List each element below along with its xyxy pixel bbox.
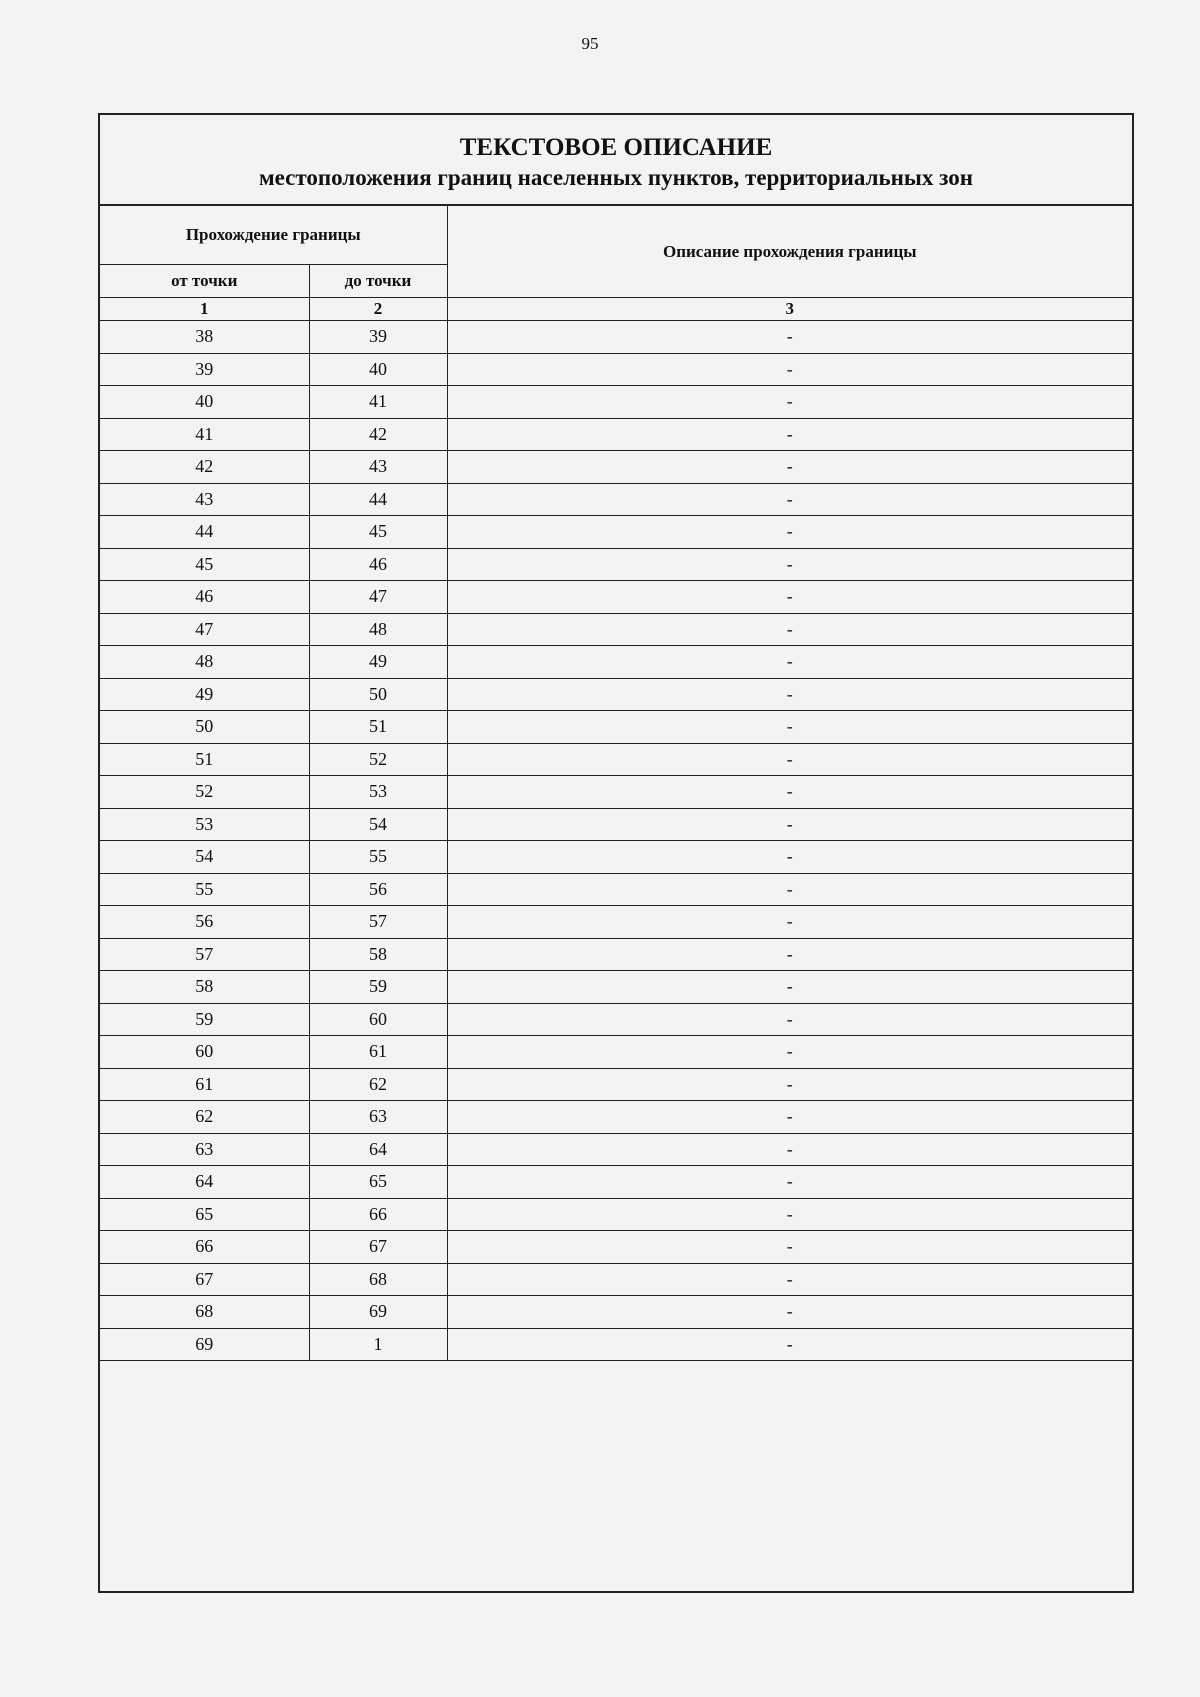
table-row (100, 1101, 1132, 1134)
cell-to-point: 67 (309, 1231, 447, 1264)
cell-description: - (447, 451, 1132, 484)
table-row (100, 711, 1132, 744)
cell-to-point: 48 (309, 613, 447, 646)
cell-description: - (447, 418, 1132, 451)
cell-to-point: 45 (309, 516, 447, 549)
cell-description: - (447, 1231, 1132, 1264)
column-number: 3 (447, 298, 1132, 321)
cell-description: - (447, 516, 1132, 549)
cell-description: - (447, 1101, 1132, 1134)
table-row (100, 321, 1132, 354)
table-row (100, 776, 1132, 809)
cell-to-point: 60 (309, 1003, 447, 1036)
cell-to-point: 50 (309, 678, 447, 711)
cell-to-point: 68 (309, 1263, 447, 1296)
cell-description: - (447, 386, 1132, 419)
cell-description: - (447, 1263, 1132, 1296)
cell-to-point: 57 (309, 906, 447, 939)
table-row (100, 1003, 1132, 1036)
cell-from-point: 51 (100, 743, 309, 776)
cell-from-point: 45 (100, 548, 309, 581)
table-row (100, 1263, 1132, 1296)
cell-from-point: 62 (100, 1101, 309, 1134)
page-number: 95 (581, 34, 599, 53)
cell-to-point: 51 (309, 711, 447, 744)
cell-from-point: 46 (100, 581, 309, 614)
title-block (100, 115, 1132, 205)
cell-to-point: 66 (309, 1198, 447, 1231)
cell-from-point: 48 (100, 646, 309, 679)
column-number: 1 (100, 298, 309, 321)
table-row (100, 548, 1132, 581)
cell-description: - (447, 873, 1132, 906)
cell-to-point: 54 (309, 808, 447, 841)
cell-from-point: 40 (100, 386, 309, 419)
cell-from-point: 66 (100, 1231, 309, 1264)
table-row (100, 581, 1132, 614)
cell-to-point: 62 (309, 1068, 447, 1101)
cell-from-point: 65 (100, 1198, 309, 1231)
header-boundary-passage: Прохождение границы (100, 206, 447, 265)
cell-description: - (447, 1166, 1132, 1199)
cell-to-point: 47 (309, 581, 447, 614)
cell-description: - (447, 1328, 1132, 1361)
cell-description: - (447, 938, 1132, 971)
cell-description: - (447, 1133, 1132, 1166)
table-row (100, 1036, 1132, 1069)
cell-description: - (447, 321, 1132, 354)
table-row (100, 483, 1132, 516)
cell-to-point: 1 (309, 1328, 447, 1361)
cell-from-point: 39 (100, 353, 309, 386)
cell-from-point: 64 (100, 1166, 309, 1199)
cell-from-point: 41 (100, 418, 309, 451)
cell-to-point: 41 (309, 386, 447, 419)
table-body (100, 321, 1132, 1361)
cell-to-point: 53 (309, 776, 447, 809)
table-row (100, 646, 1132, 679)
cell-to-point: 61 (309, 1036, 447, 1069)
cell-to-point: 39 (309, 321, 447, 354)
cell-to-point: 40 (309, 353, 447, 386)
table-row (100, 1133, 1132, 1166)
table-row (100, 353, 1132, 386)
table-row (100, 873, 1132, 906)
table-row (100, 971, 1132, 1004)
cell-description: - (447, 678, 1132, 711)
cell-description: - (447, 841, 1132, 874)
column-number: 2 (309, 298, 447, 321)
cell-description: - (447, 971, 1132, 1004)
table-row (100, 1231, 1132, 1264)
header-to-point: до точки (309, 265, 447, 298)
cell-from-point: 60 (100, 1036, 309, 1069)
header-description: Описание прохождения границы (447, 206, 1132, 298)
cell-to-point: 69 (309, 1296, 447, 1329)
table-row (100, 1296, 1132, 1329)
cell-to-point: 46 (309, 548, 447, 581)
cell-to-point: 59 (309, 971, 447, 1004)
cell-from-point: 52 (100, 776, 309, 809)
cell-from-point: 63 (100, 1133, 309, 1166)
cell-description: - (447, 548, 1132, 581)
document-title: ТЕКСТОВОЕ ОПИСАНИЕ (459, 134, 773, 161)
cell-description: - (447, 1003, 1132, 1036)
table-row (100, 613, 1132, 646)
cell-description: - (447, 646, 1132, 679)
cell-description: - (447, 776, 1132, 809)
cell-description: - (447, 1036, 1132, 1069)
cell-to-point: 64 (309, 1133, 447, 1166)
cell-to-point: 58 (309, 938, 447, 971)
table-row (100, 418, 1132, 451)
cell-description: - (447, 906, 1132, 939)
cell-from-point: 53 (100, 808, 309, 841)
table-row (100, 1166, 1132, 1199)
cell-from-point: 50 (100, 711, 309, 744)
cell-from-point: 42 (100, 451, 309, 484)
cell-to-point: 52 (309, 743, 447, 776)
cell-description: - (447, 1296, 1132, 1329)
cell-description: - (447, 743, 1132, 776)
cell-from-point: 58 (100, 971, 309, 1004)
cell-description: - (447, 353, 1132, 386)
cell-from-point: 49 (100, 678, 309, 711)
cell-from-point: 54 (100, 841, 309, 874)
cell-from-point: 68 (100, 1296, 309, 1329)
table-row (100, 938, 1132, 971)
cell-description: - (447, 1198, 1132, 1231)
cell-to-point: 65 (309, 1166, 447, 1199)
cell-from-point: 47 (100, 613, 309, 646)
cell-description: - (447, 613, 1132, 646)
cell-description: - (447, 581, 1132, 614)
cell-to-point: 56 (309, 873, 447, 906)
table-row (100, 906, 1132, 939)
cell-from-point: 44 (100, 516, 309, 549)
cell-to-point: 44 (309, 483, 447, 516)
cell-from-point: 38 (100, 321, 309, 354)
document-subtitle: местоположения границ населенных пунктов, территориальных зон (259, 165, 973, 190)
cell-from-point: 57 (100, 938, 309, 971)
document-frame (98, 113, 1134, 1593)
header-from-point: от точки (100, 265, 309, 298)
cell-description: - (447, 808, 1132, 841)
table-row (100, 386, 1132, 419)
table-row (100, 451, 1132, 484)
table-row (100, 841, 1132, 874)
cell-to-point: 63 (309, 1101, 447, 1134)
table-row (100, 1198, 1132, 1231)
cell-description: - (447, 1068, 1132, 1101)
table-row (100, 1068, 1132, 1101)
table-row (100, 516, 1132, 549)
cell-from-point: 43 (100, 483, 309, 516)
cell-to-point: 49 (309, 646, 447, 679)
cell-description: - (447, 483, 1132, 516)
cell-to-point: 42 (309, 418, 447, 451)
table-row (100, 743, 1132, 776)
cell-from-point: 55 (100, 873, 309, 906)
cell-to-point: 43 (309, 451, 447, 484)
cell-to-point: 55 (309, 841, 447, 874)
boundary-table (100, 205, 1132, 1361)
cell-description: - (447, 711, 1132, 744)
cell-from-point: 69 (100, 1328, 309, 1361)
table-row (100, 808, 1132, 841)
cell-from-point: 59 (100, 1003, 309, 1036)
cell-from-point: 56 (100, 906, 309, 939)
cell-from-point: 61 (100, 1068, 309, 1101)
table-row (100, 678, 1132, 711)
table-row (100, 1328, 1132, 1361)
cell-from-point: 67 (100, 1263, 309, 1296)
